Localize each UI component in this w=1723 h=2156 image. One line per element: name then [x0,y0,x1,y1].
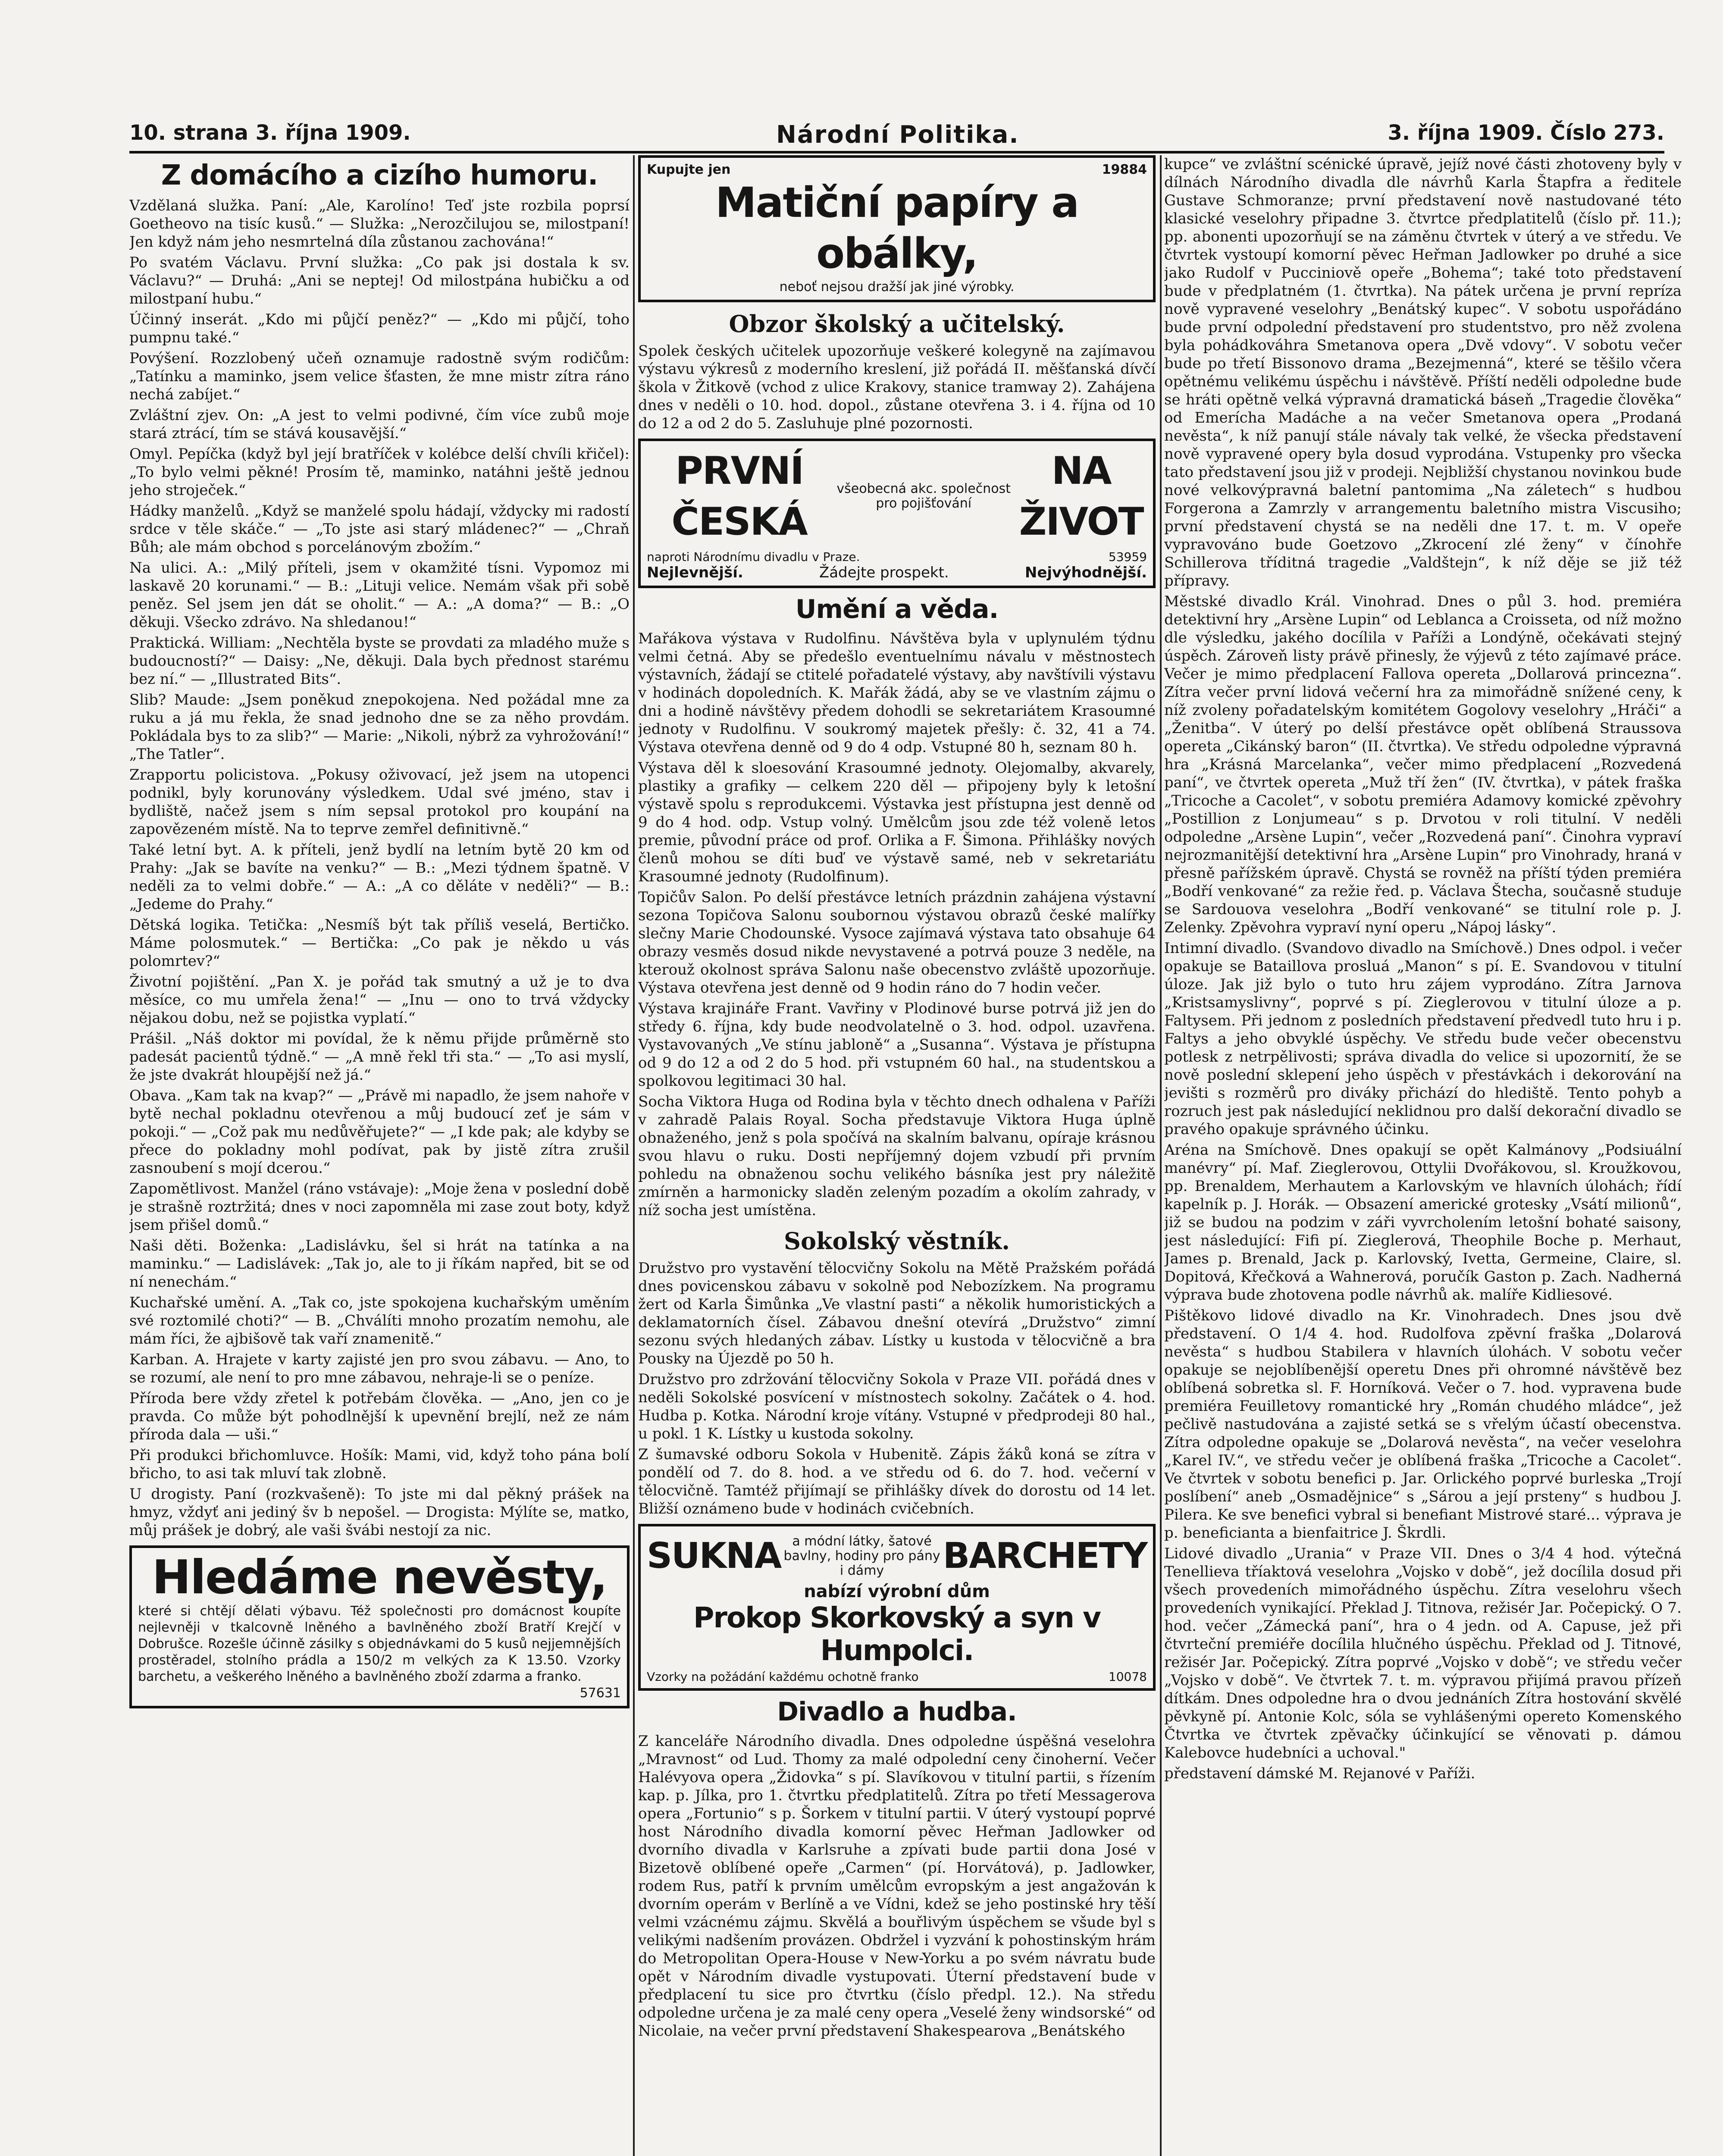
ad-insurance-center2: Žádejte prospekt. [819,564,949,581]
sokol-paragraph: Družstvo pro vystavění tělocvičny Sokolu na Mětě Pražském pořádá dnes povicenskou zábavu v sokolně pod Nebozízkem. Na programu žert od Karla Šimůnka „Ve vlastní pasti“ a několik humoristických a deklamatorních čísel. Zábavou dnešní otevírá „Družstvo“ zimní sezonu svých hledaných zábav. Lístky u kustoda v tělocvičně a bra Pousky na Újezdě po 50 h. [638,1260,1156,1367]
humor-paragraph: Při produkci břichomluvce. Hošík: Mami, vid, když toho pána bolí břicho, to asi tak mluví tak zlobně. [129,1447,630,1482]
humor-paragraph: Praktická. William: „Nechtěla byste se provdati za mladého muže s budoucností?“ — Daisy: „Ne, děkuji. Dala bych přednost starému bez ní.“ — „Illustrated Bits“. [129,634,630,688]
ad-insurance-address: naproti Národnímu divadlu v Praze. [647,550,860,564]
section-title-humor: Z domácího a cizího humoru. [161,160,598,191]
theater-cont-paragraph: Lidové divadlo „Urania“ v Praze VII. Dnes o 3/4 4 hod. výtečná Tenellieva tříaktová veselohra „Vojsko v době“, jež docílila dosud při všech provedeních mimořádného úspěchu. Zítra veselohru všech provedeních vynikající. Překlad J. Titnova, režisér Jar. Počepický. O 7. hod. večer „Zámecká paní“, hra o 4 jedn. od A. Capuse, jež při čtvrteční premiéře docílila hlučného úspěchu. Překlad od J. Titnové, režisér Jar. Počepický. Zítra poprvé „Vojsko v době“; ve středu večer „Vojsko v době“. Ve čtvrtek 7. t. m. výpravou přijímá pravou přízeň dítkám. Dnes odpoledne hra o dvou jednáních Zítra hostování skvělé pěvkyně pí. Antonie Kolc, sóla se vyhlášenými opereto Komenského Čtvrtka ve čtvrtek zpěvačky účinkující se věnovati p. dámou Kalebovce hudebníci a uchoval." [1164,1545,1682,1761]
art-paragraph: Mařákova výstava v Rudolfinu. Návštěva byla v uplynulém týdnu velmi četná. Aby se předešlo eventuelnímu návalu v městnostech výstavních, žádají se ctitelé pořadatelé výstavy, aby navštívili výstavu v hodinách dopoledních. K. Mařák žádá, aby se ve vlastním zájmu o dni a hodině návštěvy předem dohodli se sekretariátem Krasoumné jednoty v Rudolfinu. V soukromý majetek přešly: č. 32, 41 a 74. Výstava otevřena denně od 9 do 4 odp. Vstupné 80 h, seznam 80 h. [638,630,1156,756]
school-article: Spolek českých učitelek upozorňuje veškeré kolegyně na zajímavou výstavu výkresů z moderního kreslení, již pořádá II. měšťanská dívčí škola v Žitkově (vchod z ulice Krakovy, stanice tramway 2). Zahájena dnes v neděli o 10. hod. dopol., zůstane otevřena 3. i 4. října od 10 do 12 a od 2 do 5. Zasluhuje plné pozornosti. [638,342,1156,432]
ad-matice-top-left: Kupujte jen [647,162,731,177]
humor-paragraph: Životní pojištění. „Pan X. je pořád tak smutný a už je to dva měsíce, co mu umřela žena!“ — „Inu — ono to trvá vždycky nějakou dobu, než se pojistka vyplatí.“ [129,973,630,1027]
sokol-articles [638,1259,1156,1518]
ad-insurance-left: PRVNÍ ČESKÁ [671,448,807,544]
column-rule [1160,155,1162,2156]
theater-articles [638,1732,1156,2040]
ad-bride-code: 57631 [580,1686,621,1701]
ad-bride-title: Hledáme nevěsty, [152,1551,607,1604]
humor-paragraph: Hádky manželů. „Když se manželé spolu hádají, vždycky mi radostí srdce v těle skáče.“ — „To jste asi starý mládenec?“ — „Chraň Bůh; ale mám obchod s porcelánovým zbožím.“ [129,502,630,556]
ad-matice-sub: neboť nejsou dražší jak jiné výrobky. [779,279,1015,295]
ad-matice [638,155,1156,302]
humor-paragraph: Karban. A. Hrajete v karty zajisté jen pro svou zábavu. — Ano, to se rozumí, ale není to pro mne zábavou, nehraje-li se o peníze. [129,1351,630,1386]
ad-bride [129,1545,630,1708]
humor-paragraph: Omyl. Pepíčka (když byl její bratříček v kolébce delší chvíli křičel): „To bylo velmi pěkné! Prosím tě, maminko, natáhni ještě jednou jeho stroječek.“ [129,445,630,499]
ad-insurance [638,439,1156,588]
humor-paragraph: Povýšení. Rozzlobený učeň oznamuje radostně svým rodičům: „Tatínku a maminko, jsem velice šťasten, že mne mistr zítra ráno nechá zabíjet.“ [129,350,630,403]
ad-insurance-left2: Nejlevnější. [647,564,743,581]
ad-matice-top-right: 19884 [1102,162,1147,177]
theater-cont-paragraph: Intimní divadlo. (Svandovo divadlo na Smíchově.) Dnes odpol. i večer opakuje se Bataillova prosluá „Manon“ s pí. E. Svandovou v titulní úloze. Jak již bylo o tuto hru zájem vyprodáno. Zítra Jarnova „Kristsamyslivny“, poprvé s pí. Zieglerovou v titulní úloze a p. Faltysem. Při jednom z posledních představení předvedl tuto hru i p. Faltys a jeho obvyklé úspěchy. Ve středu bude večer obecenstvu potlesk z netrpělivosti; správa divadla do velice si upozornití, že se nově poslední sklepení jeho úspěch v přestávkách i dekorování na jevišti s rozměrů pro diváky přichází do hlediště. Tento pohyb a rozruch jest pak následující neklidnou pro další dekorační divadlo se pravého opakuje správného účinku. [1164,940,1682,1138]
theater-cont-paragraph: Aréna na Smíchově. Dnes opakují se opět Kalmánovy „Podsiuální manévry“ pí. Maf. Zieglerovou, Ottylii Dvořákovou, sl. Kroužkovou, pp. Brenaldem, Merhautem a Karlovským ve hlavních úlohách; řídí kapelník p. J. Horák. — Obsazení americké grotesky „Vsátí milionů“, již se budou na podzim v záři vyvrcholením letošní bohaté saisony, jest následující: Fifi pí. Zieglerová, Theophile Boche p. Merhaut, James p. Brenald, Jack p. Karlovský, Ivetta, Germeine, Claire, sl. Dopitová, Křečková a Wahnerová, poručík Gaston p. Zach. Nadherná výprava bude zhotovena podle návrhů ak. malíře Kidliesové. [1164,1141,1682,1304]
ad-insurance-code: 53959 [1108,550,1147,564]
humor-paragraph: Dětská logika. Tetička: „Nesmíš být tak příliš veselá, Bertičko. Máme polosmutek.“ — Bertička: „Co pak je někdo u vás polomrtev?“ [129,916,630,970]
section-title-sokol: Sokolský věstník. [783,1227,1010,1255]
humor-paragraph: Také letní byt. A. k příteli, jenž bydlí na letním bytě 20 km od Prahy: „Jak se bavíte na venku?“ — B.: „Mezi týdnem špatně. V neděli za to velmi dobře.“ — A.: „A co děláte v neděli?“ — B.: „Jedeme do Prahy.“ [129,841,630,913]
theater-cont-paragraph: Městské divadlo Král. Vinohrad. Dnes o půl 3. hod. premiéra detektivní hry „Arsène Lupin“ od Leblanca a Croisseta, od níž možno dle výsledku, jakého docílila v Paříži a Londýně, očekávati stejný úspěch. Zároveň listy právě přinesly, že výjevů z této zajímavé práce. Večer je mimo předplacení Fallova opereta „Dollarová princezna“. Zítra večer první lidová večerní hra za mimořádně snížené ceny, k níž zvoleny pořadatelským komitétem Gogolovy veselohry „Hráči“ a „Ženitba“. V úterý po delší přestávce opět oblíbená Straussova opereta „Cikánský baron“ (II. čtvrtka). Ve středu odpoledne výpravná hra „Krásná Marcelanka“, večer mimo předplacení „Rozvedená paní“, ve čtvrtek opereta „Muž tří žen“ (IV. čtvrtka), v pátek fraška „Tricoche a Cacolet“, v sobotu premiéra Adamovy komické zpěvohry „Postillion z Lonjumeau“ s p. Drvotou v roli titulní. V neděli odpoledne „Arsène Lupin“, večer „Rozvedená paní“. Činohra vypraví nejrozmanitější detektivní hra „Arsène Lupin“ pro Vinohrady, hraná v přesně pařížském úpravě. Chystá se rovněž na příští týden premiéra „Bodří venkované“ za režie řed. p. Václava Štecha, současně studuje se Sardouova veselohra „Bodří venkované“ se titulní role p. J. Zelenky. Zpěvohra vypraví nyní operu „Nápoj lásky“. [1164,593,1682,936]
column-middle [638,155,1156,2156]
ad-sukna-right: BARCHETY [943,1536,1147,1576]
theater-paragraph: Z kanceláře Národního divadla. Dnes odpoledne úspěšná veselohra „Mravnost“ od Lud. Thomy za malé odpolední ceny činoherní. Večer Halévyova opera „Židovka“ s pí. Slavíkovou v titulní partii, s řízením kap. p. Jílka, pro 1. čtvrtku předplatitelů. Zítra po třetí Messagerova opera „Fortunio“ s p. Šorkem v titulní partii. V úterý vystoupí poprvé host Národního divadla komorní pěvec Heřman Jadlowker od dvorního divadla v Karlsruhe a zpívati bude partii dona José v Bizetově oblíbené opeře „Carmen“ (pí. Horvátová), p. Jadlowker, rodem Rus, patří k prvním umělcům evropským a jest angažován k dvorním operám v Berlíně a ve Vídni, kdež se jeho postinské hry těší velmi vzácnému zájmu. Skvělá a bouřlivým úspěchem se všude byl s velikými nadšením provázen. Obdržel i vyzvání k pohostinským hrám do Metropolitan Opera-House v New-Yorku a po svém návratu bude opět v Národním divadle vystupovati. Úterní představení bude v předplacení tu sice pro čtvrtku (číslo předpl. 12.). Na středu odpoledne určena je za malé ceny opera „Veselé ženy windsorské“ od Nicolaie, na večer první představení Shakespearova „Benátského [638,1733,1156,2040]
ad-sukna-center: a módní látky, šatové bavlny, hodiny pro pány i dámy [783,1534,940,1578]
art-articles [638,630,1156,1219]
art-paragraph: Výstava krajináře Frant. Vavřiny v Plodinové burse potrvá již jen do středy 6. října, kdy bude neodvolatelně o 3. hod. odpol. uzavřena. Vystavovaných „Ve stínu jabloně“ a „Susanna“. Výstava je přístupna od 9 do 12 a od 2 do 5 hod. při vstupném 60 hal., na studentskou a spolkovou legitimaci 30 hal. [638,1000,1156,1090]
section-title-art: Umění a věda. [795,594,999,624]
newspaper-title: Národní Politika. [776,121,1019,149]
art-paragraph: Socha Viktora Huga od Rodina byla v těchto dnech odhalena v Paříži v zahradě Palais Royal. Socha představuje Viktora Huga úplně obnaženého, jenž s pola spočívá na skalním balvanu, opíraje krásnou svou hlavu o ruku. Dosti nepříjemný dojem vzbudí při prvním pohledu na obnaženou sochu velikého básníka jest pry náležitě zmírněn a harmonicky sladěn zeleným pozadím a okolím zahrady, v níž socha jest umístěna. [638,1093,1156,1219]
ad-sukna-left: SUKNA [647,1536,781,1576]
humor-paragraph: Příroda bere vždy zřetel k potřebám člověka. — „Ano, jen co je pravda. Co může být pohodlnější k upevnění brejlí, než ze nám příroda dala — uši.“ [129,1390,630,1443]
ad-insurance-right2: Nejvýhodnější. [1024,564,1147,581]
humor-paragraph: Zvláštní zjev. On: „A jest to velmi podivné, čím více zubů moje stará ztrácí, tím se stává kousavější.“ [129,407,630,442]
ad-sukna [638,1524,1156,1691]
sokol-paragraph: Družstvo pro zdržování tělocvičny Sokola v Praze VII. pořádá dnes v neděli Sokolské posvícení v místnostech sokolny. Začátek o 4. hod. Hudba p. Kotka. Národní kroje vítány. Vstupné v předprodeji 80 hal., u pokl. 1 K. Lístky u kustoda sokolny. [638,1371,1156,1442]
ad-insurance-center: všeobecná akc. společnost pro pojišťování [836,481,1011,511]
theater-articles-continued [1164,155,1682,1783]
theater-cont-paragraph: Pištěkovo lidové divadlo na Kr. Vinohradech. Dnes jsou dvě představení. O 1/4 4. hod. Rudolfova zpěvní fraška „Dolarová nevěsta“ s hudbou Stabilera v hlavních úlohách. V sobotu večer opakuje se nejoblíbenější operetu Dnes při ohromné návštěvě bez oblíbená sobretka sl. F. Horníková. Večer o 7. hod. vypravena bude premiéra Feuilletovy romantické hry „Román chudého mládce“, jež pečlivě nastudována a zajisté setká se s vřelým účastí obecenstva. Zítra odpoledne opakuje se „Dolarová nevěsta“, na večer veselohra „Karel IV.“, ve středu večer je oblíbená fraška „Tricoche a Cacolet“. Ve čtvrtek v sobotu benefici p. Jar. Orlického poprvé burleska „Trojí poslíbení“ aneb „Osmadějnice“ s „Sárou a její prsteny“ s hudbou J. Pilera. Ke sve benefici vybral si benefiant Mistrové staré... výprava je p. beneficianta a bienfaitrice J. Škrdli. [1164,1307,1682,1542]
humor-articles [129,197,630,1539]
humor-paragraph: Účinný inserát. „Kdo mi půjčí peněz?“ — „Kdo mi půjčí, toho pumpnu také.“ [129,311,630,346]
humor-paragraph: Slib? Maude: „Jsem poněkud znepokojena. Ned požádal mne za ruku a já mu řekla, že snad jednoho dne se za něho provdám. Pokládala bys to za slib?“ — Marie: „Nikoli, nýbrž za vyhrožování!“ „The Tatler“. [129,691,630,763]
running-head [129,116,1664,154]
section-title-school: Obzor školský a učitelský. [729,310,1065,338]
page-date-left: 10. strana 3. října 1909. [129,121,411,145]
humor-paragraph: Naši děti. Boženka: „Ladislávku, šel si hrát na tatínka a na maminku.“ — Ladislávek: „Tak jo, ale to ji říkám napřed, bit se od ní nenechám.“ [129,1237,630,1291]
humor-paragraph: Po svatém Václavu. První služka: „Co pak jsi dostala k sv. Václavu?“ — Druhá: „Ani se neptej! Od milostpána hubičku a od milostpaní hubu.“ [129,254,630,307]
theater-cont-paragraph: představení dámské M. Rejanové v Paříži. [1164,1765,1476,1782]
humor-paragraph: Kuchařské umění. A. „Tak co, jste spokojena kuchařským uměním své roztomilé choti?“ — B. „Chválíti mnoho prozatím nemohu, ale mám říci, že ajbišově tak vaří znamenitě.“ [129,1294,630,1348]
humor-paragraph: U drogisty. Paní (rozkvašeně): To jste mi dal pěkný prášek na hmyz, vždyť ani jediný šv b nepošel. — Drogista: Mýlíte se, matko, můj prášek je dobrý, ale vaši švábi nestojí za nic. [129,1485,630,1539]
issue-number: 3. října 1909. Číslo 273. [1388,121,1664,145]
ad-bride-body: které si chtějí dělati výbavu. Též společnosti pro domácnost koupíte nejlevněji v tkalcovně lněného a bavlněného zboží Bratří Krejčí v Dobrušce. Rozešle účinně zásilky s objednávkami do 5 kusů nejjemnějších prostěradel, stolního prádla a 150/2 m velkých za K 13.50. Vzorky barchetu, a veškerého lněného a bavlněného zboží zdarma a franko. [138,1604,621,1684]
ad-sukna-line: nabízí výrobní dům [804,1582,990,1601]
ad-sukna-brand: Prokop Skorkovský a syn v Humpolci. [693,1601,1100,1667]
ad-matice-title: Matiční papíry a obálky, [715,179,1078,278]
section-title-theater: Divadlo a hudba. [777,1697,1017,1727]
humor-paragraph: Zrapportu policistova. „Pokusy oživovací, jež jsem na utopenci podnikl, byly korunovány výsledkem. Udal své jméno, stav i bydliště, načež jsem s ním sepsal protokol pro koupání na zapovězeném místě. Na to teprve zemřel definitivně.“ [129,766,630,838]
art-paragraph: Topičův Salon. Po delší přestávce letních prázdnin zahájena výstavní sezona Topičova Salonu soubornou výstavou obrazů české malířky slečny Marie Chodounské. Vysoce zajímavá výstava tato obsahuje 64 obrazy vesměs dosud nikde nevystavené a potrvá pouze 3 neděle, na kterouž okolnost správa Salonu naše obecenstvo zvláště upozorňuje. Výstava otevřena jest denně od 9 hodin ráno do 7 hodin večer. [638,889,1156,997]
humor-paragraph: Vzdělaná služka. Paní: „Ale, Karolíno! Teď jste rozbila poprsí Goetheovo na tisíc kusů.“ — Služka: „Nerozčilujou se, milostpaní! Jen když nám jeho nesmrtelná díla zůstanou zachována!“ [129,197,630,251]
ad-insurance-right: NA ŽIVOT [1019,448,1143,544]
humor-paragraph: Prášil. „Náš doktor mi povídal, že k němu přijde průměrně sto padesát pacientů týdně.“ — „A mně řekl tři sta.“ — „To asi myslí, že jste dvakrát hloupější než já.“ [129,1030,630,1084]
theater-cont-paragraph: kupce“ ve zvláštní scénické úpravě, jejíž nové části zhotoveny byly v dílnách Národního divadla dle návrhů Karla Štapfra a ředitele Gustave Schmoranze; první představení nově nastudované této klasické veselohry připadne 3. čtvrtce předplatitelů (číslo př. 11.); pp. abonenti upozorňují se na záměnu čtvrtek v úterý a ve středu. Ve čtvrtek vystoupí komorní pěvec Heřman Jadlowker po druhé a sice jako Rudolf v Pucciniově opeře „Bohema“; také toto představení bude v předplatném (1. čtvrtka). Na pátek určena je první repríza nově vypravené veselohry „Benátský kupec“. V sobotu uspořádáno bude první odpolední představení pro studentstvo, pro něž zvolena byla pohádkováhra Smetanova opera „Dvě vdovy“. V sobotu večer bude po třetí Bissonovo drama „Bezejmenná“, které se těšilo včera opětnému velikému úspěchu i návštěvě. Příští neděli odpoledne bude se hráti opětně velká výpravná dramatická báseň „Tragedie člověka“ od Emerícha Madáche a na večer Smetanova opera „Prodaná nevěsta“, k níž panují stále návaly tak velké, že všecka představení nově vypravené opery byla dosud vyprodána. Vstupenky pro všecka tato představení jsou již v prodeji. Nejbližší chystanou novinkou bude nové velkovýpravná baletní pantomima „Na záletech“ s hudbou Forgerona a Zamrzly v arrangementu baletního mistra Viscusiho; první představení chystá se na neděli dne 17. t. m. V opeře vypravováno bude Goetzovo „Zkrocení zlé ženy“ v čínohře Schillerova tříditná tragedie „Valdštejn“, k níž děje se již též přípravy. [1164,156,1682,589]
humor-paragraph: Zapomětlivost. Manžel (ráno vstávaje): „Moje žena v poslední době je strašně roztržitá; dnes v noci zapomněla mi zase zout boty, když jsem přišel domů.“ [129,1180,630,1234]
art-paragraph: Výstava děl k sloesování Krasoumné jednoty. Olejomalby, akvarely, plastiky a grafiky — celkem 220 děl — připojeny byly k letošní výstavě spolu s reprodukcemi. Výstavka jest přístupna jest denně od 9 do 4 hod. odp. Vstup volný. Umělcům jsou zde též voleně letos premie, původní práce od prof. Orlika a F. Šimona. Přihlášky nových členů mohou se díti buď ve výstavě samé, neb v sekretariátu Krasoumné jednoty (Rudolfinum). [638,759,1156,885]
column-theater-continued [1164,155,1682,2156]
ad-sukna-footer: Vzorky na požádání každému ochotně franko [647,1670,919,1684]
ad-sukna-code: 10078 [1108,1670,1147,1684]
sokol-paragraph: Z šumavské odboru Sokola v Hubenitě. Zápis žáků koná se zítra v pondělí od 7. do 8. hod. a ve středu od 6. do 7. hod. večerní v tělocvičně. Tamtéž přijímají se přihlášky dívek do dorostu od 14 let. Bližší oznámeno bude v hodinách cvičebních. [638,1446,1156,1517]
column-humor [129,155,630,2156]
humor-paragraph: Obava. „Kam tak na kvap?“ — „Právě mi napadlo, že jsem nahoře v bytě nechal pokladnu otevřenou a můj budoucí zeť je sám v pokoji.“ — „Což pak mu nedůvěřujete?“ — „I kde pak; ale kdyby se přece do pokladny mohl podívat, pak by jistě zítra zrušil zasnoubení s mojí dcerou.“ [129,1087,630,1177]
humor-paragraph: Na ulici. A.: „Milý příteli, jsem v okamžité tísni. Vypomoz mi laskavě 20 korunami.“ — B.: „Lituji velice. Nemám však při sobě peněz. Sel jsem jen dát se oholit.“ — A.: „A doma?“ — B.: „O děkuji. Všecko zdrávo. Na shledanou!“ [129,559,630,631]
column-rule [633,155,635,2156]
